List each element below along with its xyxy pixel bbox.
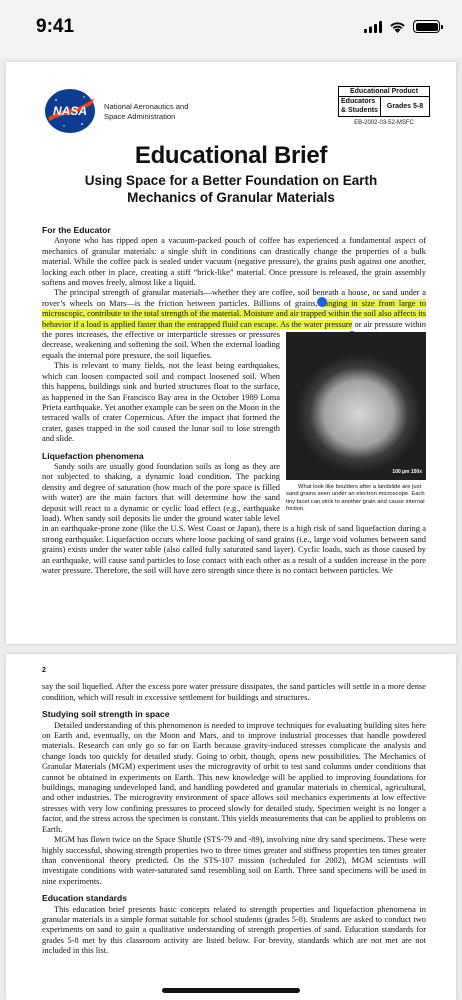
paragraph[interactable]: Anyone who has ripped open a vacuum-packed pouch of coffee has experienced a fundamental aspect of mechanics of granular materials: a single shift in conditions can drastically change the properties of a bulk material. While the coffee pack is sealed under vacuum (negative pressure), the grains push against one another, locking each other in place, creating a stiff “brick-like” material. Once pressure is released, the grain assembly softens and moves freely, almost like a liquid. xyxy=(42,236,426,288)
paragraph[interactable]: This education brief presents basic concepts related to strength properties and liquefaction phenomena in granular materials in a simple format suitable for school students (grades 5-8). Students are asked to conduct two experiments on sand to gain a qualitative understanding of strength properties of sand. Education standards for grades 5-8 met by this classroom activity are listed below. For brevity, standards which are not met are not included in this list. xyxy=(42,904,426,956)
text-selection-highlight[interactable]: ranging in size from large to microscopic, contribute to the total strength of the material. Moisture and air trapped within the soil also affects its behavior if a load is applied faster than the entrapped fluid can escape. As the water pressure xyxy=(42,298,427,329)
edu-audience-line: & Students xyxy=(341,106,378,114)
article-body[interactable] xyxy=(42,666,426,957)
paragraph[interactable]: say the soil liquefied. After the excess pore water pressure dissipates, the sand particles will settle in a more dense condition, which will result in excessive settlement for buildings and structures. xyxy=(42,682,426,702)
status-icons xyxy=(364,20,440,33)
page-title: Educational Brief xyxy=(134,142,328,169)
paragraph[interactable]: MGM has flown twice on the Space Shuttle (STS-79 and -89), involving nine dry sand specimens. These were highly successful, showing strength properties two to three times greater and stiffness properties ten times greater than conventional theory predicted. On the STS-107 mission (scheduled for 2002), MGM scientists will investigate conditions with water-saturated sand resembling soil on Earth. Three sand specimens will be used in nine experiments. xyxy=(42,835,426,886)
status-time: 9:41 xyxy=(36,16,75,37)
edu-audience-line: Educators xyxy=(341,98,376,105)
nasa-logo-icon xyxy=(44,88,96,134)
page-number: 2 xyxy=(42,667,46,674)
status-bar xyxy=(0,0,462,58)
paragraph[interactable]: This is relevant to many fields, not the least being earthquakes, which can loosen compacted soil and compact loosened soil. When this happens, buildings sink and buried structures float to the surface, as happened in the San Francisco Bay area in the October 1989 Loma Prieta earthquake. Yet another example can be seen on the Moon in the terraced walls of crater Copernicus. After the impact that formed the crater, gases trapped in the soil caused the lunar soil to lose strength and slide. xyxy=(42,361,280,444)
sand-grain-micrograph xyxy=(286,332,426,480)
page-subtitle xyxy=(6,172,456,206)
figure-caption: What look like boulders after a landslide are just sand grains seen under an electron microscope. Each tiny facet can stick to another grain and cause internal friction. xyxy=(286,484,425,513)
agency-name xyxy=(104,102,188,121)
figure xyxy=(286,332,426,514)
subtitle-line: Mechanics of Granular Materials xyxy=(127,190,335,205)
home-indicator[interactable] xyxy=(162,988,300,993)
micrograph-scale-label: 100 µm 150x xyxy=(392,468,422,475)
paragraph-text: or air pressure within the pores increases, the effective or interparticle stresses or pressures decrease, weakening and softening the soil. When the external loading equals the internal pore pressure, the soil liquefies. xyxy=(42,319,426,360)
agency-line: Space Administration xyxy=(104,111,176,121)
document-id: EB-2002-03-52-MSFC xyxy=(354,120,414,126)
edu-product-label: Educational Product xyxy=(339,87,429,97)
section-heading: Liquefaction phenomena xyxy=(42,450,144,461)
svg-text:NASA: NASA xyxy=(52,104,88,118)
document-page-2[interactable] xyxy=(6,654,456,1000)
article-body[interactable] xyxy=(42,225,426,576)
wifi-icon xyxy=(389,21,406,33)
document-page-1[interactable] xyxy=(6,62,456,644)
paragraph-text: The principal strength of granular materials—whether they are coffee, soil beneath a house, or sand under a rover’s wheels on Mars—is the friction between particles. Billions of grains, xyxy=(42,288,426,308)
agency-line: National Aeronautics and xyxy=(104,102,189,111)
paragraph[interactable]: Detailed understanding of this phenomenon is needed to improve techniques for evaluating building sites here on Earth and, eventually, on the Moon and Mars, and to improve industrial processes that handle powdered materials. Research can only go so far on Earth because gravity-induced stresses complicate the analysis and change loads too quickly for detailed study. Going to orbit, though, opens new possibilities. The Mechanics of Granular Materials (MGM) experiment uses the microgravity of orbit to test sand columns under conditions that cannot be obtained in experiments on Earth. This new knowledge will be applied to improving foundations for buildings, managing undeveloped land, and handling powdered and granular materials in chemical, agricultural, and other industries. The microgravity environment of space allows soil mechanics experiments at low effective stresses with very low confining pressures to proceed slowly for detailed study. Specimen weight is no longer a factor, and the stress across the specimen is constant. This yields measurements that can be applied to problems on Earth. xyxy=(42,720,426,834)
edu-audience xyxy=(339,97,381,116)
section-heading: Education standards xyxy=(42,893,127,904)
section-heading: For the Educator xyxy=(42,225,111,235)
section-heading: Studying soil strength in space xyxy=(42,709,170,720)
edu-grades: Grades 5-8 xyxy=(386,103,424,110)
subtitle-line: Using Space for a Better Foundation on Earth xyxy=(84,173,378,188)
educational-product-box xyxy=(338,86,430,117)
paragraph[interactable]: Sandy soils are usually good foundation soils as long as they are not subjected to shaking, a dynamic load condition. The packing density and degree of saturation (how much of the pore space is filled with water) are the main factors that will determine how the sand deposit will react to a dynamic or cyclic load effect (e.g., earthquake load). When sandy soil deposits lie under the ground water table level in an earthquake-prone zone (like the U.S. West Coast or Japan), there is a high risk of sand liquefaction during a strong earthquake. Liquefaction occurs where loose packing of sand grains (i.e., large void volumes between sand grains) exists under the water table (also called fully saturated sand layer). Cyclic loads, such as those caused by an earthquake, will cause sand particles to lose contact with each other as a result of a sudden increase in the pore water pressure. Therefore, the soil will have zero strength since there is no contact between particles. We xyxy=(42,461,426,575)
battery-icon xyxy=(413,20,440,33)
cellular-signal-icon xyxy=(364,21,382,33)
